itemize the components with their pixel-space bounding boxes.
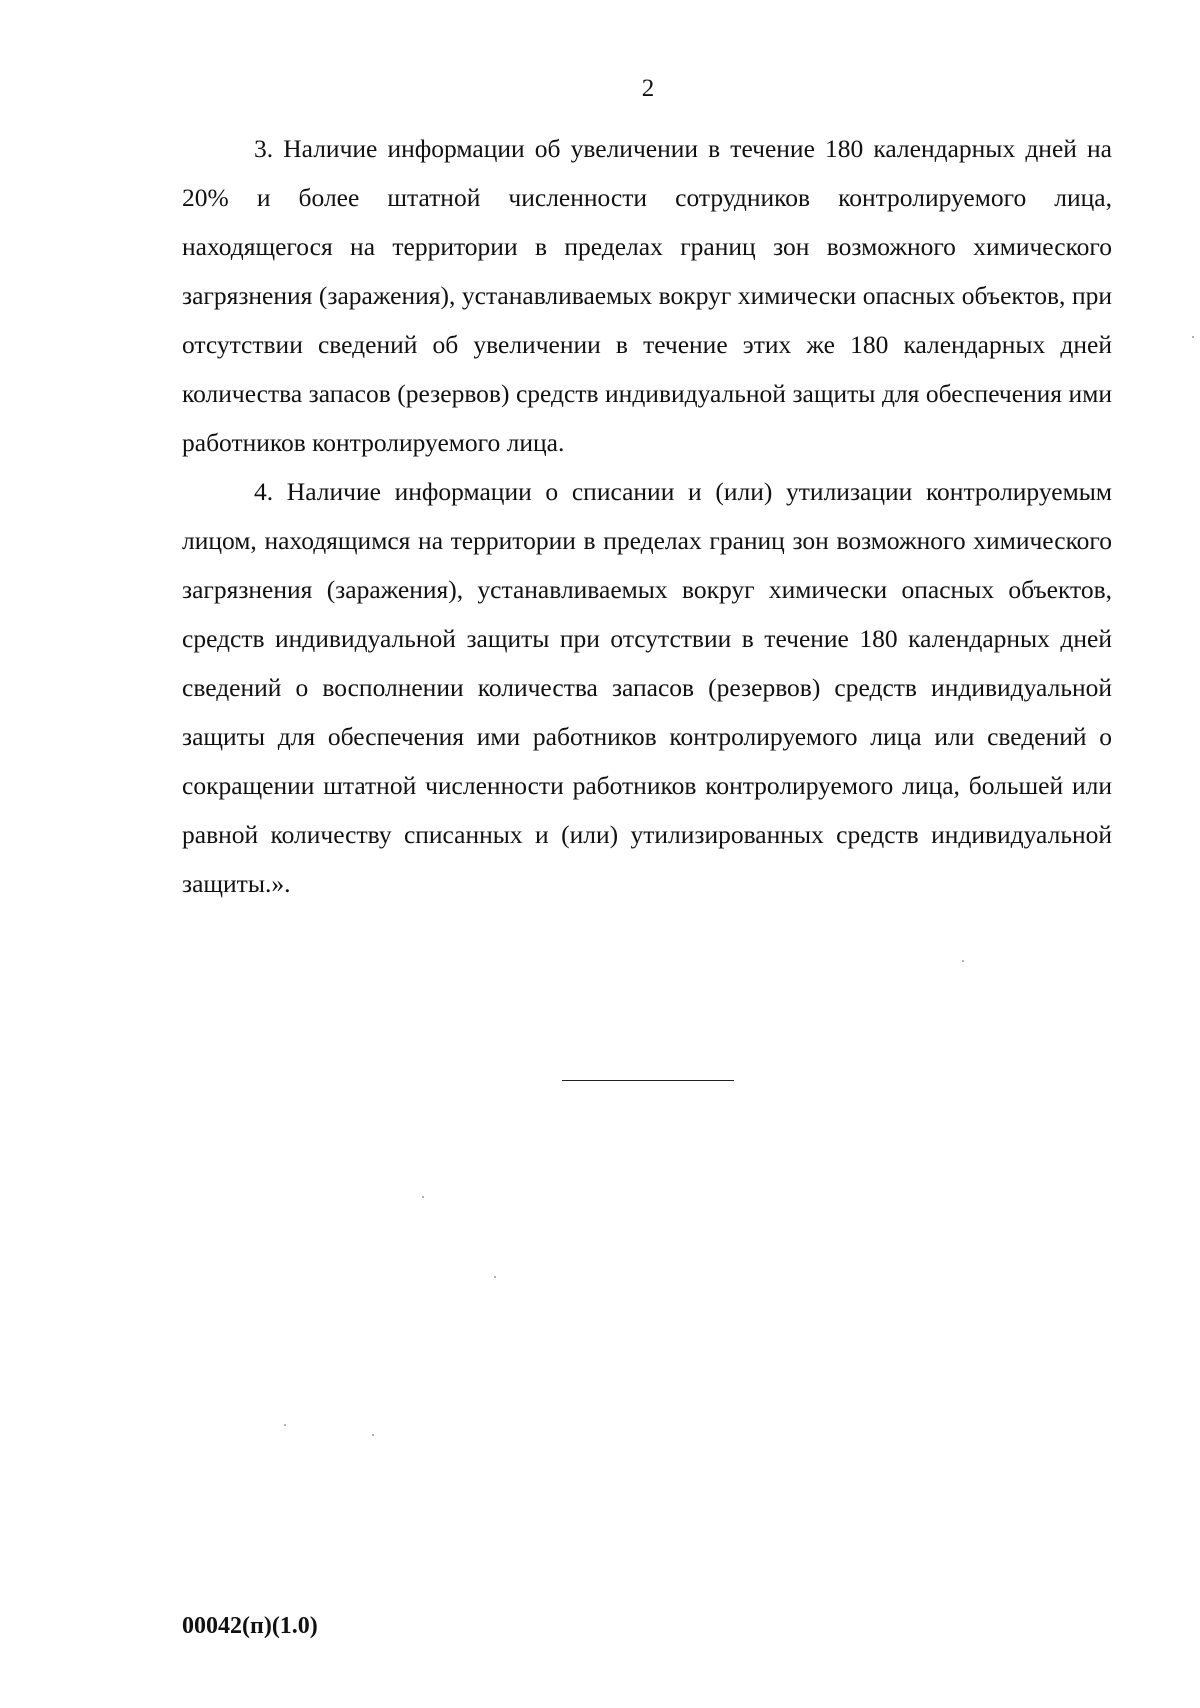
document-body	[182, 124, 1112, 908]
separator-line	[562, 1080, 734, 1081]
page-number: 2	[641, 75, 655, 102]
scan-speck	[962, 960, 964, 962]
scan-speck	[494, 1276, 496, 1278]
paragraph-3: 3. Наличие информации об увеличении в течение 180 календарных дней на 20% и более штатной численности сотрудников контролируемого лица, находящегося на территории в пределах границ зон возможного химического загрязнения (заражения), устанавливаемых вокруг химически опасных объектов, при отсутствии сведений об увеличении в течение этих же 180 календарных дней количества запасов (резервов) средств индивидуальной защиты для обеспечения ими работников контролируемого лица.	[182, 134, 1112, 457]
scan-speck	[284, 1424, 286, 1426]
scan-speck	[372, 1434, 374, 1436]
document-code: 00042(п)(1.0)	[182, 1613, 318, 1639]
paragraph-4: 4. Наличие информации о списании и (или) утилизации контролируемым лицом, находящимся на территории в пределах границ зон возможного химического загрязнения (заражения), устанавливаемых вокруг химически опасных объектов, средств индивидуальной защиты при отсутствии в течение 180 календарных дней сведений о восполнении количества запасов (резервов) средств индивидуальной защиты для обеспечения ими работников контролируемого лица или сведений о сокращении штатной численности работников контролируемого лица, большей или равной количеству списанных и (или) утилизированных средств индивидуальной защиты.».	[182, 477, 1112, 898]
scan-speck	[422, 1196, 424, 1198]
scan-speck	[1192, 336, 1194, 338]
